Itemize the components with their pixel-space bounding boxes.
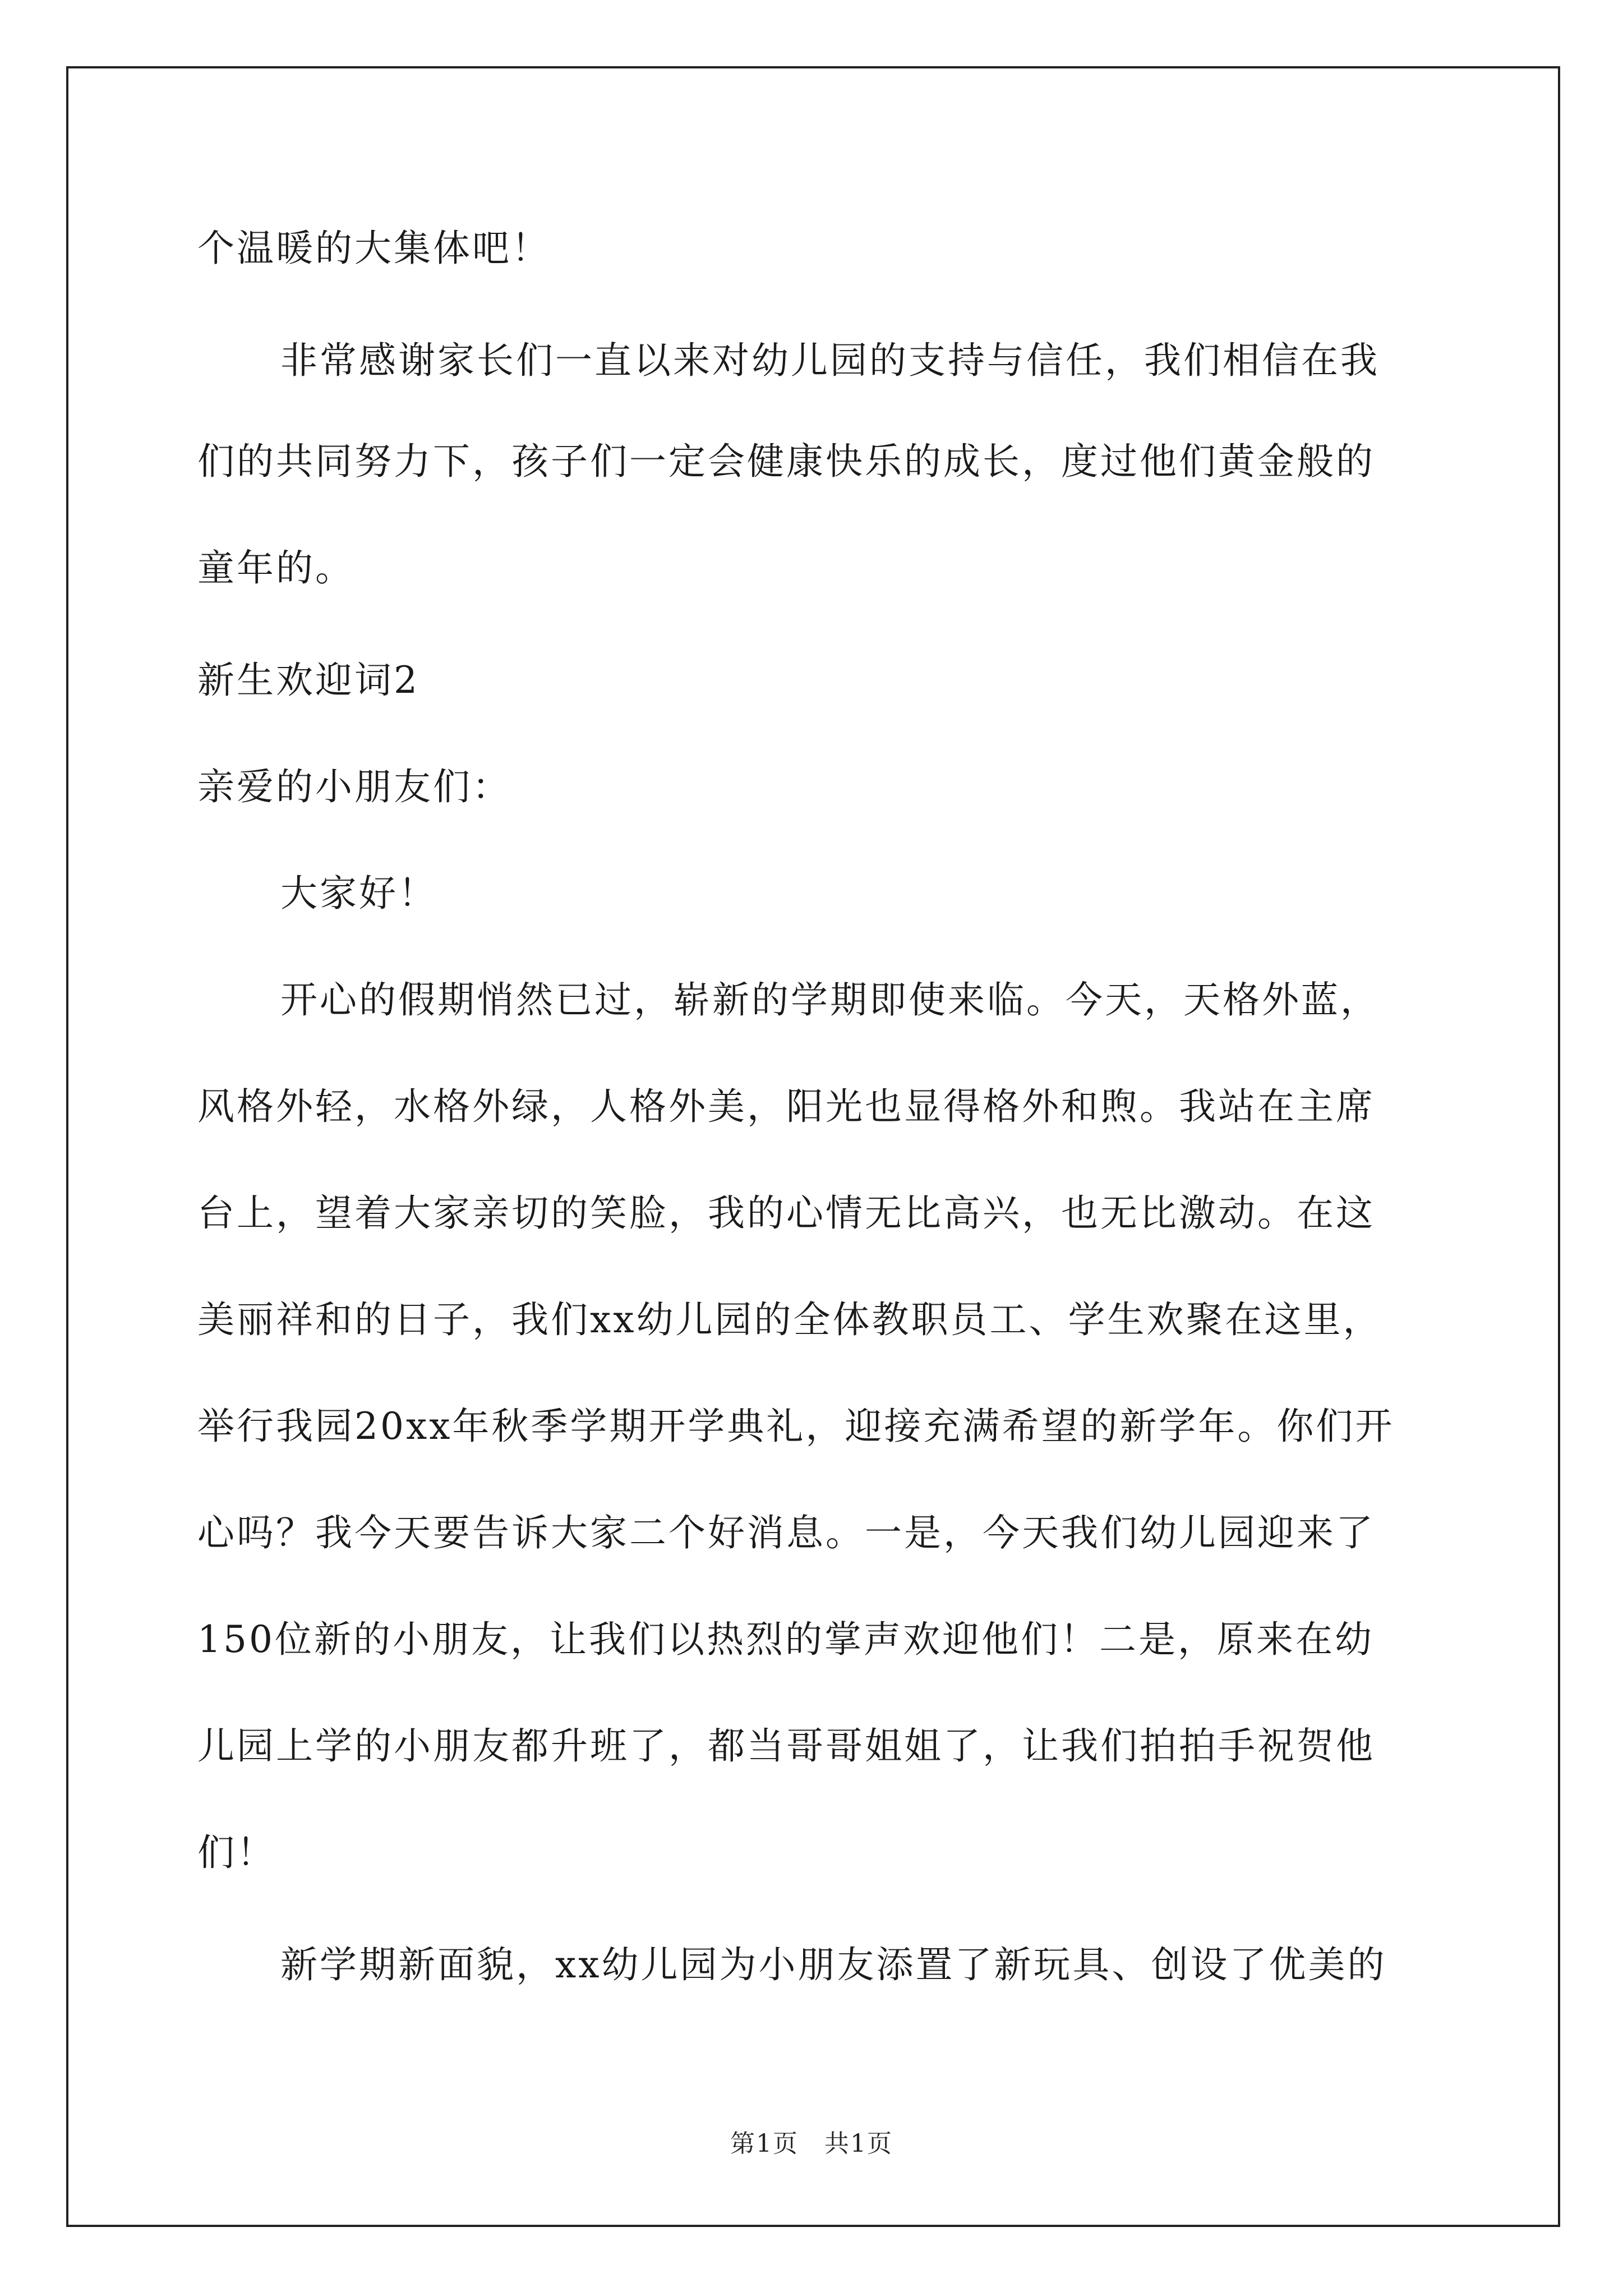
text-line: 们的共同努力下，孩子们一定会健康快乐的成长，度过他们黄金般的 (197, 440, 1375, 483)
text-line: 举行我园20xx年秋季学期开学典礼，迎接充满希望的新学年。你们开 (197, 1405, 1395, 1448)
page-footer: 第1页 共1页 (730, 2129, 893, 2158)
text-line: 新学期新面貌，xx幼儿园为小朋友添置了新玩具、创设了优美的 (280, 1943, 1387, 1986)
text-line: 心吗？我今天要告诉大家二个好消息。一是，今天我们幼儿园迎来了 (197, 1511, 1375, 1554)
text-line: 美丽祥和的日子，我们xx幼儿园的全体教职员工、学生欢聚在这里， (197, 1298, 1382, 1341)
salutation: 亲爱的小朋友们： (197, 765, 511, 808)
text-line: 们！ (197, 1831, 276, 1874)
text-line: 个温暖的大集体吧！ (197, 227, 551, 270)
text-line: 150位新的小朋友，让我们以热烈的掌声欢迎他们！二是，原来在幼 (197, 1618, 1374, 1661)
section-heading: 新生欢迎词2 (197, 659, 419, 702)
greeting: 大家好！ (280, 872, 437, 915)
text-line: 开心的假期悄然已过，崭新的学期即使来临。今天，天格外蓝， (280, 978, 1380, 1022)
text-line: 风格外轻，水格外绿，人格外美，阳光也显得格外和煦。我站在主席 (197, 1085, 1375, 1128)
text-line: 台上，望着大家亲切的笑脸，我的心情无比高兴，也无比激动。在这 (197, 1191, 1375, 1235)
page-border (66, 66, 1560, 2227)
text-line: 非常感谢家长们一直以来对幼儿园的支持与信任，我们相信在我 (280, 339, 1380, 382)
text-line: 儿园上学的小朋友都升班了，都当哥哥姐姐了，让我们拍拍手祝贺他 (197, 1724, 1375, 1768)
text-line: 童年的。 (197, 546, 354, 590)
